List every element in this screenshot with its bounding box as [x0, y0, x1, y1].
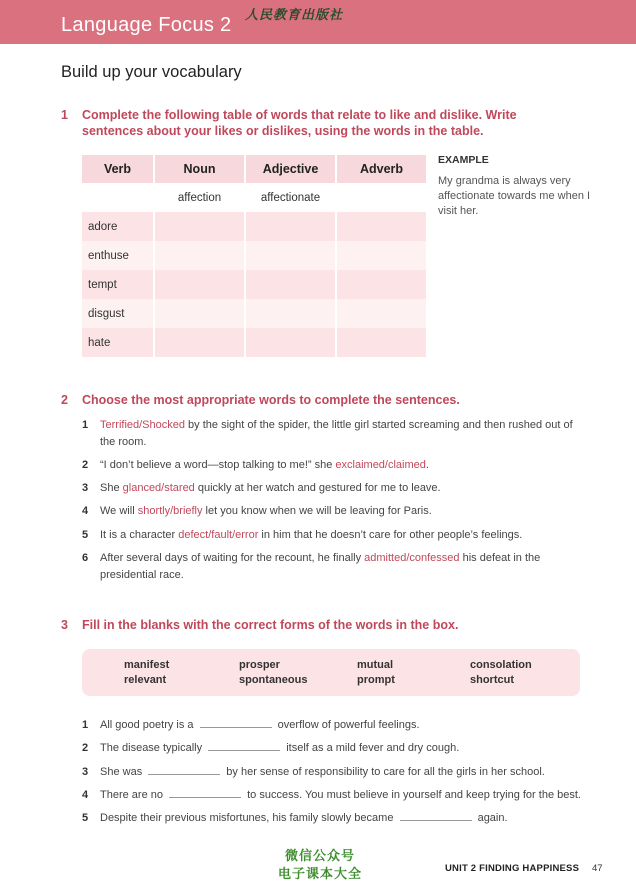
table-cell[interactable] [337, 299, 426, 328]
item-text: All good poetry is a [100, 719, 197, 731]
list-item [82, 417, 582, 451]
item-text: After several days of waiting for the recount, he finally [100, 552, 365, 564]
item-text: itself as a mild fever and dry cough. [283, 742, 460, 754]
column-header-noun: Noun [155, 155, 244, 183]
footer-unit-title: UNIT 2 FINDING HAPPINESS [445, 863, 580, 874]
item-text: to success. You must believe in yourself and keep trying for the best. [244, 789, 581, 801]
item-text: Despite their previous misfortunes, his family slowly became [100, 812, 397, 824]
item-number: 4 [82, 789, 89, 801]
word-options[interactable]: defect/fault/error [178, 529, 259, 541]
list-item [82, 717, 582, 734]
instruction-line: Complete the following table of words that relate to like and dislike. Write [82, 108, 517, 122]
item-text: The disease typically [100, 742, 206, 754]
item-number: 2 [82, 459, 89, 471]
page-title: Language Focus 2 [61, 14, 232, 36]
item-number: 1 [82, 719, 89, 731]
item-text: It is a character [100, 529, 179, 541]
column-header-verb: Verb [82, 155, 153, 183]
item-text: She [100, 482, 123, 494]
word-options[interactable]: exclaimed/claimed [335, 459, 426, 471]
table-cell[interactable] [155, 270, 244, 299]
item-number: 6 [82, 552, 89, 564]
word-box-word: consolation [470, 659, 532, 671]
table-cell: adore [82, 212, 153, 241]
section-heading: Build up your vocabulary [61, 63, 242, 81]
item-text: again. [474, 812, 508, 824]
list-item [82, 527, 582, 544]
item-text: by the sight of the spider, the little girl started screaming and then rushed out of the room. [100, 419, 573, 448]
item-text: “I don’t believe a word—stop talking to me!” she [100, 459, 336, 471]
word-options[interactable]: glanced/stared [122, 482, 195, 494]
table-row [82, 299, 426, 328]
table-row [82, 328, 426, 357]
item-text: There are no [100, 789, 167, 801]
list-item [82, 740, 582, 757]
item-text: . [425, 459, 429, 471]
list-item [82, 787, 582, 804]
word-box-word: mutual [357, 659, 394, 671]
word-options[interactable]: Terrified/Shocked [100, 419, 185, 431]
list-item [82, 457, 582, 474]
example-text: My grandma is always very affectionate towards me when I visit her. [438, 175, 591, 217]
word-box-word: spontaneous [239, 674, 308, 686]
table-cell: hate [82, 328, 153, 357]
word-box-word: prosper [239, 659, 280, 671]
table-cell[interactable] [246, 212, 335, 241]
list-item [82, 810, 582, 827]
table-cell[interactable] [337, 270, 426, 299]
watermark [265, 848, 375, 881]
instruction-line: sentences about your likes or dislikes, using the words in the table. [82, 124, 484, 138]
item-number: 3 [82, 482, 89, 494]
answer-blank[interactable] [169, 787, 241, 798]
table-cell[interactable] [246, 270, 335, 299]
item-text: overflow of powerful feelings. [274, 719, 420, 731]
item-number: 5 [82, 812, 89, 824]
answer-blank[interactable] [208, 740, 280, 751]
table-cell: tempt [82, 270, 153, 299]
table-row [82, 183, 426, 212]
example-label: EXAMPLE [438, 154, 489, 166]
item-text: We will [100, 505, 138, 517]
column-header-adverb: Adverb [337, 155, 426, 183]
table-cell[interactable] [82, 183, 153, 212]
table-cell[interactable] [246, 299, 335, 328]
exercise-2-instruction: Choose the most appropriate words to complete the sentences. [82, 393, 460, 407]
table-cell: affection [155, 183, 244, 212]
table-cell[interactable] [155, 212, 244, 241]
page-number: 47 [592, 863, 603, 874]
item-text: by her sense of responsibility to care for all the girls in her school. [223, 766, 545, 778]
item-number: 5 [82, 529, 89, 541]
item-number: 2 [82, 742, 89, 754]
table-row [82, 270, 426, 299]
table-cell[interactable] [337, 183, 426, 212]
answer-blank[interactable] [200, 717, 272, 728]
item-number: 4 [82, 505, 89, 517]
watermark-line: 电子课本大全 [277, 867, 362, 881]
table-cell[interactable] [155, 241, 244, 270]
table-cell[interactable] [246, 241, 335, 270]
list-item [82, 764, 582, 781]
item-text: his defeat in the presidential race. [100, 552, 541, 581]
column-header-adjective: Adjective [246, 155, 335, 183]
answer-blank[interactable] [148, 764, 220, 775]
table-cell[interactable] [155, 328, 244, 357]
table-cell: enthuse [82, 241, 153, 270]
table-cell[interactable] [155, 299, 244, 328]
exercise-1-instruction [82, 107, 582, 139]
watermark-line: 微信公众号 [284, 849, 355, 864]
exercise-1-number: 1 [61, 108, 68, 122]
exercise-2-number: 2 [61, 393, 68, 407]
item-text: She was [100, 766, 146, 778]
answer-blank[interactable] [400, 810, 472, 821]
table-cell: affectionate [246, 183, 335, 212]
item-text: let you know when we will be leaving for Paris. [202, 505, 432, 517]
word-box-word: relevant [124, 674, 167, 686]
word-box-word: manifest [124, 659, 170, 671]
word-box [82, 649, 580, 696]
publisher-logo: 人民教育出版社 [245, 8, 344, 23]
exercise-3-number: 3 [61, 618, 68, 632]
word-options[interactable]: admitted/confessed [364, 552, 460, 564]
table-row [82, 212, 426, 241]
vocabulary-table [80, 155, 428, 357]
word-box-word: prompt [357, 674, 395, 686]
table-cell[interactable] [337, 212, 426, 241]
list-item [82, 503, 582, 520]
item-number: 3 [82, 766, 89, 778]
table-cell[interactable] [337, 328, 426, 357]
item-text: quickly at her watch and gestured for me to leave. [194, 482, 441, 494]
list-item [82, 550, 582, 584]
table-header-row [82, 155, 426, 183]
item-text: in him that he doesn’t care for other people’s feelings. [258, 529, 523, 541]
table-row [82, 241, 426, 270]
table-cell[interactable] [337, 241, 426, 270]
table-cell[interactable] [246, 328, 335, 357]
word-options[interactable]: shortly/briefly [137, 505, 203, 517]
item-number: 1 [82, 419, 89, 431]
word-box-word: shortcut [470, 674, 514, 686]
table-cell: disgust [82, 299, 153, 328]
exercise-3-instruction: Fill in the blanks with the correct forms of the words in the box. [82, 618, 459, 632]
list-item [82, 480, 582, 497]
